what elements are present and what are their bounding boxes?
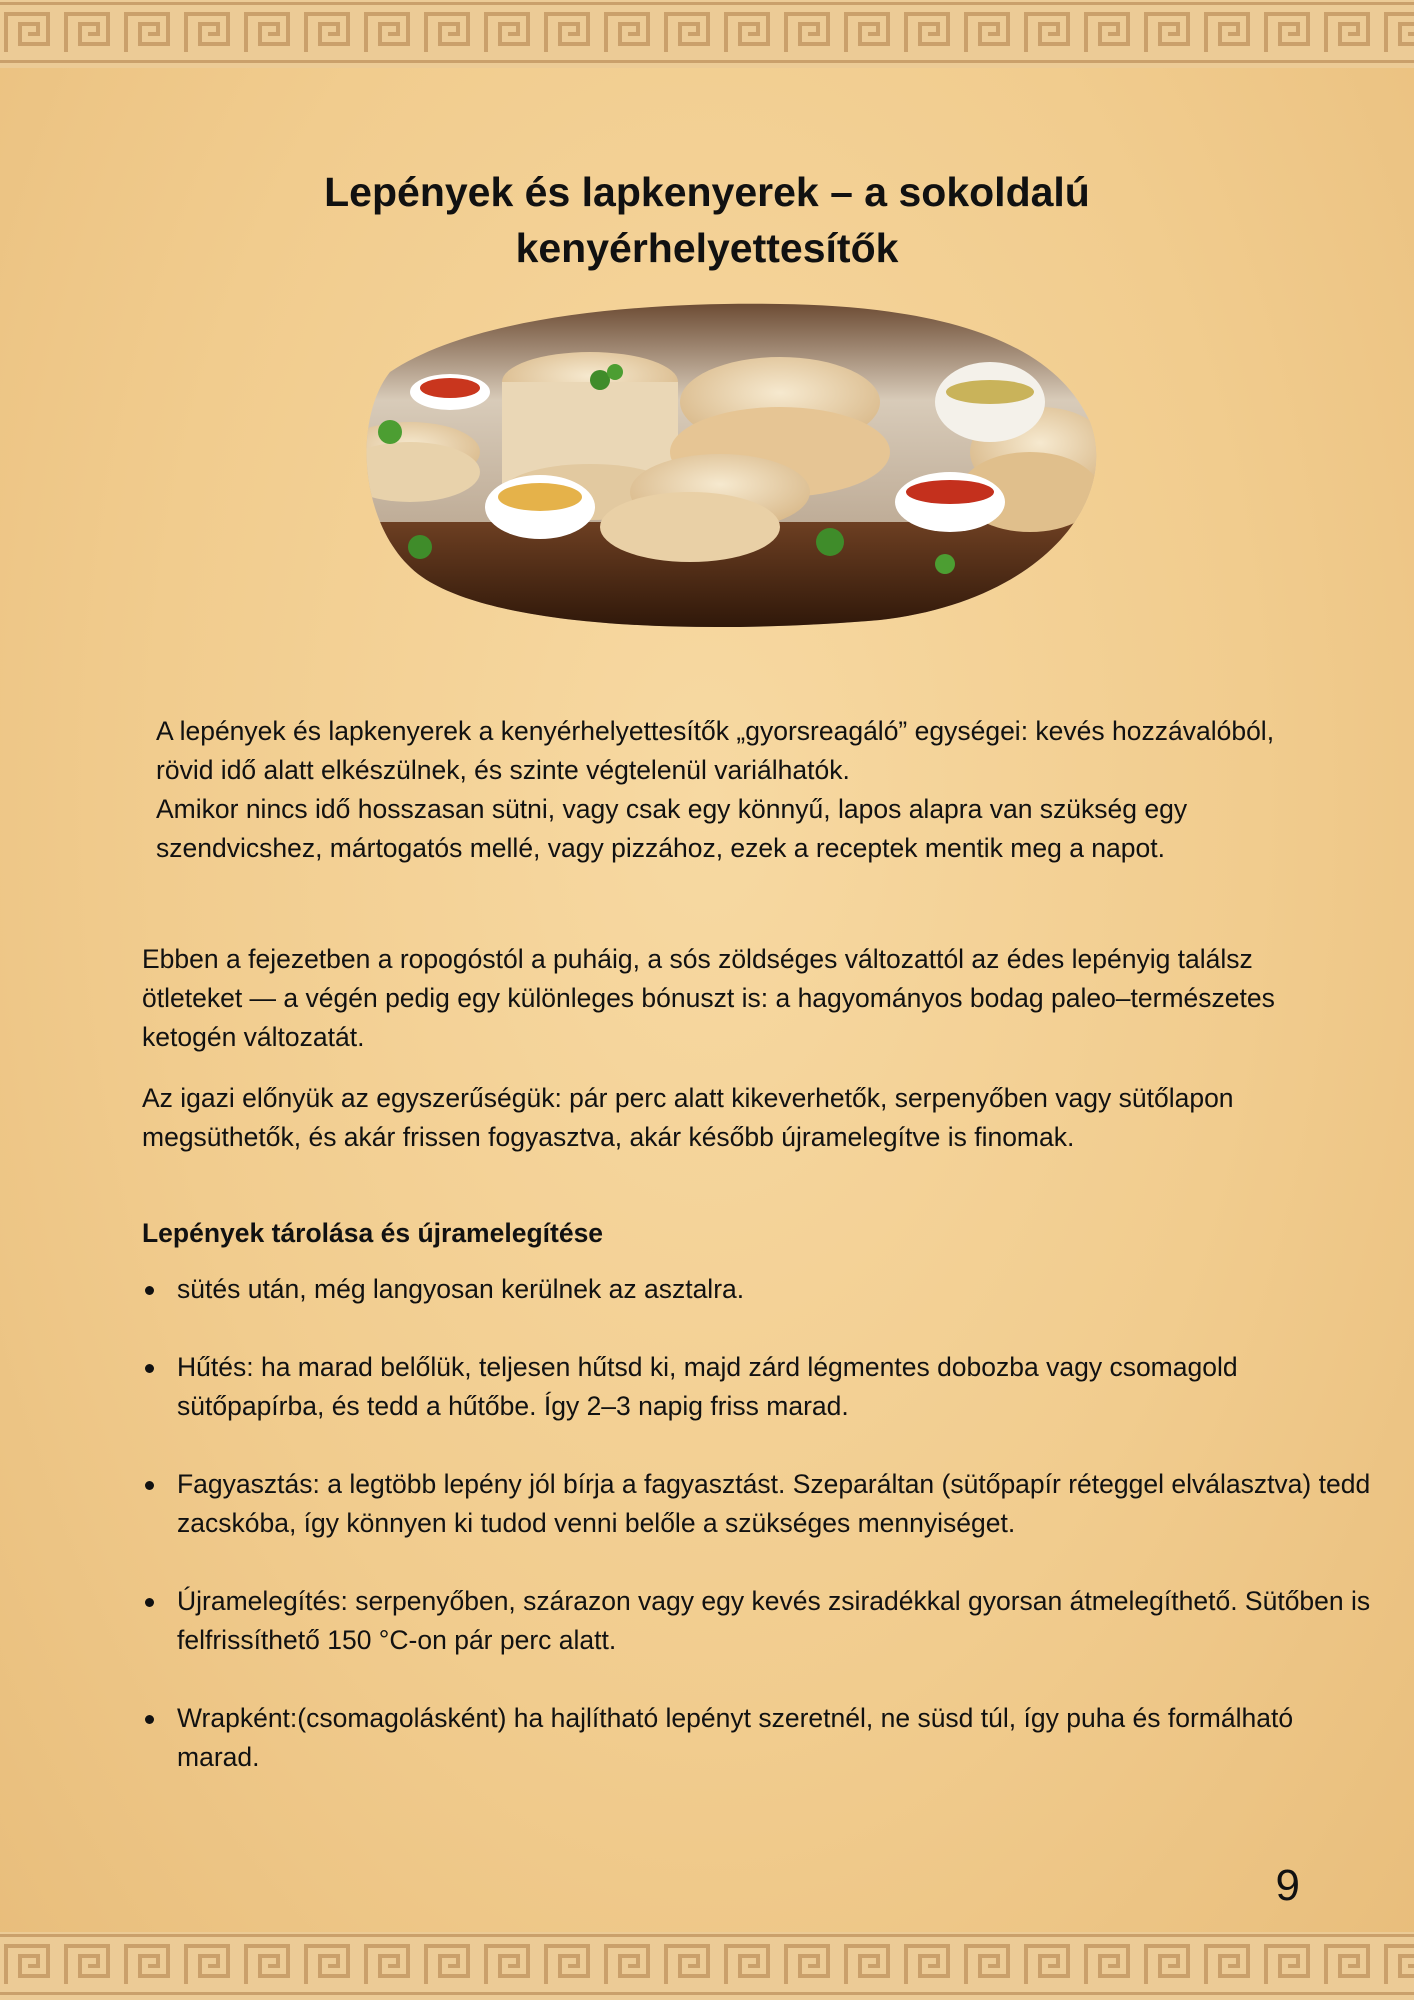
list-item: [142, 1582, 1382, 1660]
list-item: [142, 1465, 1382, 1543]
page-title: Lepények és lapkenyerek – a sokoldalú kenyérhelyettesítők: [324, 169, 1090, 271]
list-item-text: Újramelegítés: serpenyőben, szárazon vagy egy kevés zsiradékkal gyorsan átmelegíthető. Sütőben is felfrissíthető 150 °C-on pár perc alatt.: [177, 1586, 1371, 1655]
list-item-text: Hűtés: ha marad belőlük, teljesen hűtsd ki, majd zárd légmentes dobozba vagy csomagold sütőpapírba, és tedd a hűtőbe. Így 2–3 napig friss marad.: [177, 1352, 1238, 1421]
flatbread-platter-photo-icon: [360, 302, 1104, 630]
bottom-greek-key-border: [0, 1932, 1414, 2000]
top-greek-key-border: [0, 0, 1414, 68]
bullet-icon: [145, 1598, 154, 1607]
storage-bullet-list: [142, 1270, 1382, 1816]
bullet-icon: [145, 1715, 154, 1724]
bullet-icon: [145, 1286, 154, 1295]
bullet-icon: [145, 1481, 154, 1490]
list-item-text: Fagyasztás: a legtöbb lepény jól bírja a fagyasztást. Szeparáltan (sütőpapír réteggel elválasztva) tedd zacskóba, így könnyen ki tudod venni belőle a szükséges mennyiséget.: [177, 1469, 1371, 1538]
list-item: [142, 1270, 1382, 1309]
hero-flatbread-image: [360, 302, 1104, 630]
list-item-text: sütés után, még langyosan kerülnek az asztalra.: [177, 1274, 745, 1304]
storage-section-heading: Lepények tárolása és újramelegítése: [142, 1218, 604, 1248]
list-item-text: Wrapként:(csomagolásként) ha hajlítható lepényt szeretnél, ne süsd túl, így puha és formálható marad.: [177, 1703, 1294, 1772]
list-item: [142, 1699, 1382, 1777]
greek-key-pattern-icon: [0, 1932, 1414, 2000]
chapter-paragraph: Ebben a fejezetben a ropogóstól a puháig, a sós zöldséges változattól az édes lepényig találsz ötleteket — a végén pedig egy különleges bónuszt is: a hagyományos bodag paleo–természetes ketogén változatát.: [142, 944, 1275, 1052]
greek-key-pattern-icon: [0, 0, 1414, 68]
list-item: [142, 1348, 1382, 1426]
advantages-paragraph: Az igazi előnyük az egyszerűségük: pár perc alatt kikeverhetők, serpenyőben vagy sütőlapon megsüthetők, és akár frissen fogyasztva, akár később újramelegítve is finomak.: [142, 1083, 1234, 1152]
page-number: 9: [1275, 1861, 1300, 1910]
intro-paragraph: A lepények és lapkenyerek a kenyérhelyettesítők „gyorsreagáló” egységei: kevés hozzávalóból, rövid idő alatt elkészülnek, és szinte végtelenül variálhatók. Amikor nincs idő hosszasan sütni, vagy csak egy könnyű, lapos alapra van szükség egy szendvicshez, mártogatós mellé, vagy pizzához, ezek a receptek mentik meg a napot.: [156, 716, 1275, 863]
bullet-icon: [145, 1364, 154, 1373]
